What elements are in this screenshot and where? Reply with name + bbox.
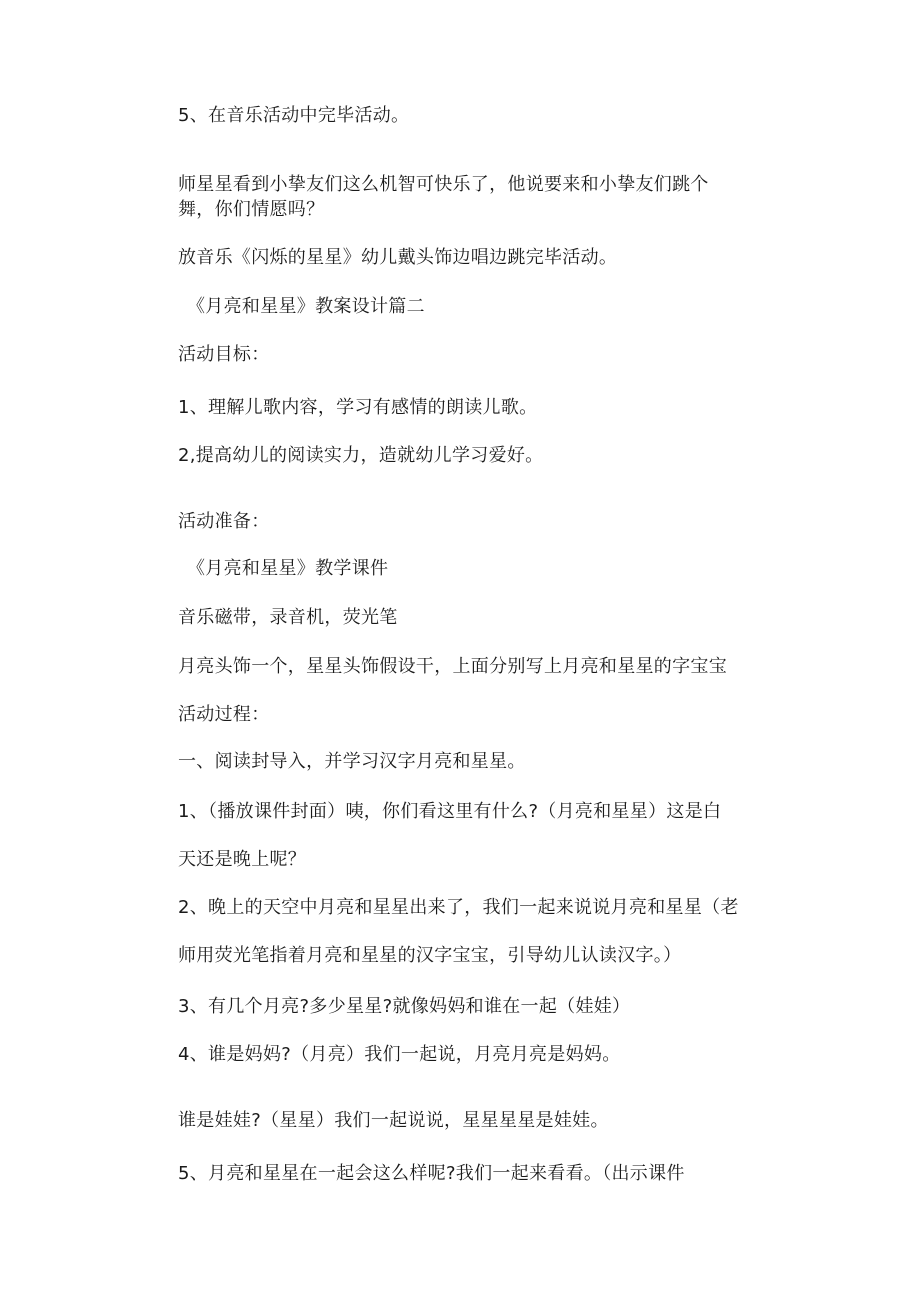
text-line: 《月亮和星星》教学课件 [187,558,389,579]
text-line: 天还是晚上呢？ [178,849,307,870]
text-line: 活动准备： [178,511,270,532]
text-line: 5、在音乐活动中完毕活动。 [178,105,410,126]
text-line: 师星星看到小挚友们这么机智可快乐了，他说要来和小挚友们跳个 [178,174,709,195]
text-line: 月亮头饰一个，星星头饰假设干，上面分别写上月亮和星星的字宝宝 [178,656,727,677]
text-line: 舞，你们情愿吗？ [178,199,325,220]
text-line: 一、阅读封导入，并学习汉字月亮和星星。 [178,751,526,772]
text-line: 师用荧光笔指着月亮和星星的汉字宝宝，引导幼儿认读汉字。） [178,945,682,966]
text-line: 放音乐《闪烁的星星》幼儿戴头饰边唱边跳完毕活动。 [178,247,618,268]
text-line: 3、有几个月亮?多少星星?就像妈妈和谁在一起（娃娃） [178,996,631,1017]
text-line: 1、（播放课件封面）咦，你们看这里有什么?（月亮和星星）这是白 [178,801,722,822]
text-line: 5、月亮和星星在一起会这么样呢?我们一起来看看。（出示课件 [178,1163,685,1184]
text-line: 4、谁是妈妈?（月亮）我们一起说，月亮月亮是妈妈。 [178,1044,621,1065]
text-line: 2、晚上的天空中月亮和星星出来了，我们一起来说说月亮和星星（老 [178,897,739,918]
text-line: 2,提高幼儿的阅读实力，造就幼儿学习爱好。 [178,445,544,466]
text-line: 1、理解儿歌内容，学习有感情的朗读儿歌。 [178,397,538,418]
text-line: 谁是娃娃?（星星）我们一起说说，星星星星是娃娃。 [178,1110,609,1131]
text-line: 活动目标： [178,344,270,365]
section-heading: 《月亮和星星》教案设计篇二 [187,296,425,317]
text-line: 活动过程： [178,704,270,725]
text-line: 音乐磁带，录音机，荧光笔 [178,607,398,628]
